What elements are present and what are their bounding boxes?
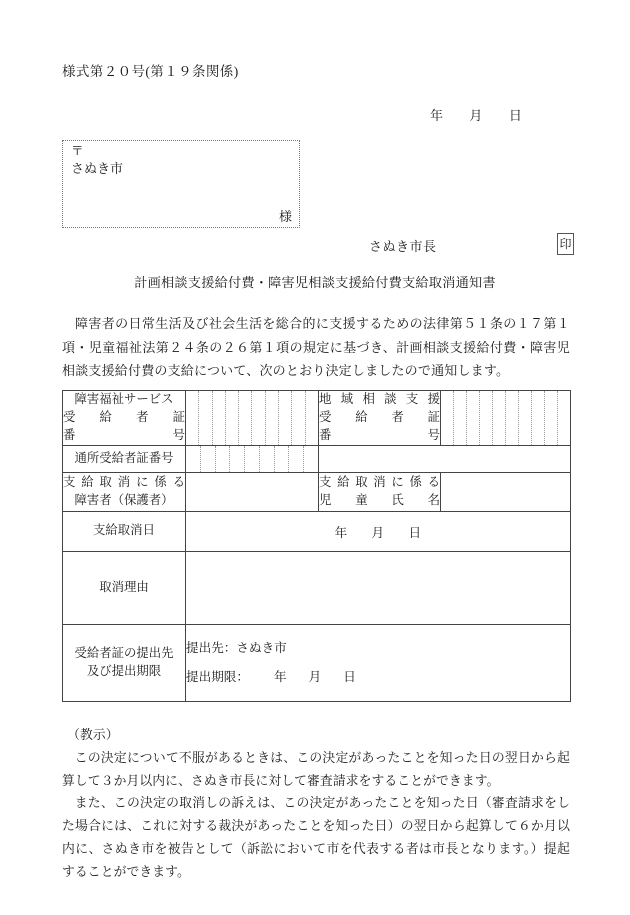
submission-destination-label: 提出先： <box>186 641 237 655</box>
notification-table <box>62 390 571 702</box>
digit-box-group-regional <box>441 391 570 445</box>
value-daycare-empty[interactable] <box>319 445 571 472</box>
table-row <box>63 551 571 624</box>
page-title: 計画相談支援給付費・障害児相談支援給付費支給取消通知書 <box>134 275 496 290</box>
value-welfare-service-cert-number[interactable] <box>186 391 319 446</box>
postal-mark-icon: 〒 <box>71 144 84 158</box>
digit-box-group-welfare <box>186 391 318 445</box>
label-regional-support-cert-number <box>319 391 441 446</box>
submission-deadline-line <box>186 663 570 692</box>
label-line-2: 障害者（保護者） <box>74 492 174 507</box>
submission-deadline-label: 提出期限： <box>186 669 249 684</box>
header-date-month: 月 <box>469 108 483 123</box>
value-cancellation-date[interactable] <box>186 511 571 551</box>
recipient-city: さぬき市 <box>71 161 124 176</box>
cancellation-date-year: 年 <box>334 525 348 540</box>
table-row <box>63 391 571 446</box>
instructions-paragraph-1: この決定について不服があるときは、この決定があったことを知った日の翌日から起算して３か月以内に、さぬき市長に対して審査請求をすることができます。 <box>62 750 570 788</box>
form-number: 様式第２０号(第１９条関係) <box>62 64 239 79</box>
label-line-2: 及び提出期限 <box>86 663 162 678</box>
submission-destination-value: さぬき市 <box>236 641 287 655</box>
table-row <box>63 472 571 511</box>
label-line-2: 児童氏名 <box>319 492 440 507</box>
label-line-3: 番号 <box>63 427 185 442</box>
table-row <box>63 624 571 701</box>
value-cancellation-reason[interactable] <box>186 551 571 624</box>
submission-destination-line <box>186 634 570 663</box>
label-line-2: 受給者証 <box>319 409 440 424</box>
label-line-1: 地域相談支援 <box>319 392 440 406</box>
cancellation-date-day: 日 <box>408 525 422 540</box>
header-date-day: 日 <box>508 108 523 123</box>
value-regional-support-cert-number[interactable] <box>441 391 571 446</box>
value-cert-submission[interactable] <box>186 624 571 701</box>
body-paragraph: 障害者の日常生活及び社会生活を総合的に支援するための法律第５１条の１７第１項・児童福祉法第２４条の２６第１項の規定に基づき、計画相談支援給付費・障害児相談支援給付費の支給について、次のとおり決定しましたので通知します。 <box>62 316 570 379</box>
digit-box-group-daycare <box>186 446 318 472</box>
label-line-1: 支給取消に係る <box>63 474 185 489</box>
value-cancelled-child-name[interactable] <box>441 472 571 511</box>
instructions-heading: （教示） <box>67 728 119 742</box>
label-cancelled-person <box>63 472 186 511</box>
label-cancelled-child-name <box>319 472 441 511</box>
label-cancellation-reason: 取消理由 <box>63 551 186 624</box>
recipient-address-box <box>62 140 300 228</box>
label-line-1: 受給者証の提出先 <box>74 645 174 660</box>
seal-stamp-box: 印 <box>557 233 574 255</box>
label-line-1: 障害福祉サービス <box>74 392 174 406</box>
label-line-1: 支給取消に係る <box>319 474 440 489</box>
value-cancelled-person[interactable] <box>186 472 319 511</box>
submission-deadline-day: 日 <box>343 669 356 684</box>
value-daycare-cert-number[interactable] <box>186 445 319 472</box>
header-date-line <box>430 105 522 124</box>
table-row <box>63 445 571 472</box>
label-cert-submission <box>63 624 186 701</box>
table-row <box>63 511 571 551</box>
issuer-name: さぬき市長 <box>369 239 437 254</box>
label-daycare-cert-number: 通所受給者証番号 <box>63 445 186 472</box>
label-line-2: 受給者証 <box>63 409 185 424</box>
recipient-honorific: 様 <box>278 209 292 224</box>
header-date-year: 年 <box>430 108 444 123</box>
instructions-section <box>62 724 570 883</box>
label-line-3: 番号 <box>319 427 440 442</box>
submission-deadline-month: 月 <box>308 669 322 684</box>
instructions-paragraph-2: また、この決定の取消しの訴えは、この決定があったことを知った日（審査請求をした場合には、これに対する裁決があったことを知った日）の翌日から起算して６か月以内に、さぬき市を被告として（訴訟において市を代表する者は市長となります。）提起することができます。 <box>62 796 570 879</box>
label-welfare-service-cert-number <box>63 391 186 446</box>
label-cancellation-date: 支給取消日 <box>63 511 186 551</box>
submission-deadline-year: 年 <box>274 669 287 684</box>
cancellation-date-month: 月 <box>371 525 385 540</box>
